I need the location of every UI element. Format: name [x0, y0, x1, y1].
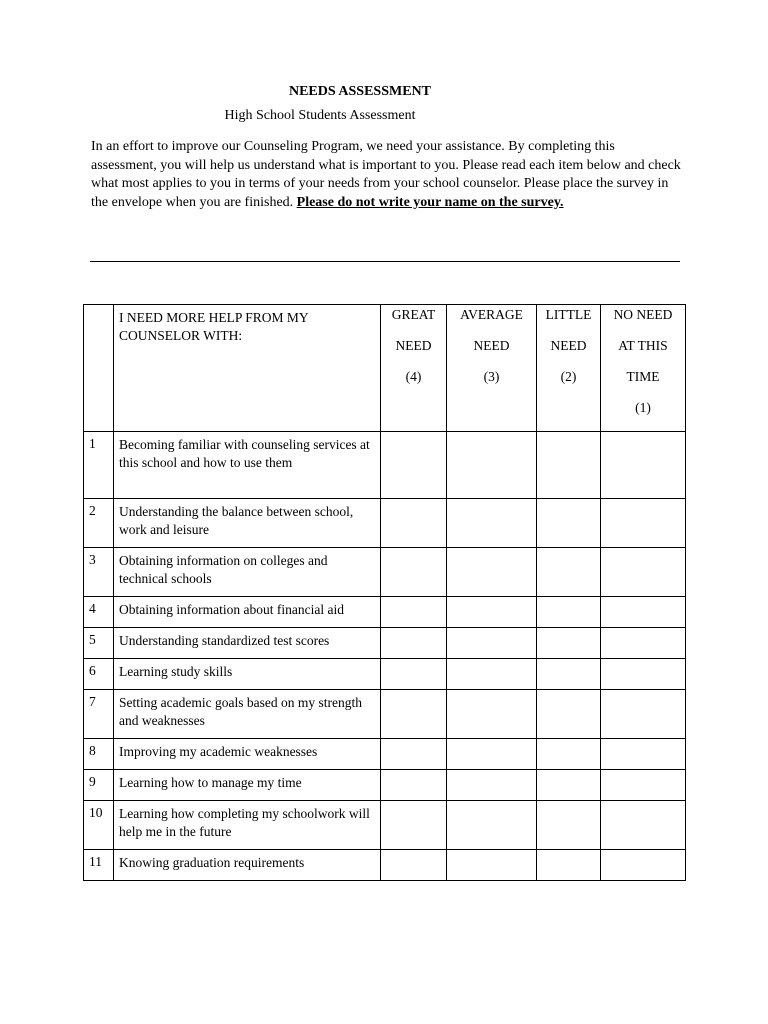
- row-item-text: Setting academic goals based on my strength and weaknesses: [114, 690, 381, 739]
- divider-line: [90, 261, 680, 262]
- column-no-need: [601, 305, 686, 432]
- check-cell-little[interactable]: [537, 739, 601, 770]
- check-cell-average[interactable]: [447, 801, 537, 850]
- row-item-text: Becoming familiar with counseling services at this school and how to use them: [114, 432, 381, 499]
- row-number: 4: [84, 597, 114, 628]
- check-cell-no-need[interactable]: [601, 628, 686, 659]
- table-row: [84, 739, 686, 770]
- check-cell-no-need[interactable]: [601, 432, 686, 499]
- row-number: 9: [84, 770, 114, 801]
- check-cell-little[interactable]: [537, 597, 601, 628]
- column-little-need-word: NEED: [550, 338, 587, 353]
- check-cell-little[interactable]: [537, 850, 601, 881]
- check-cell-no-need[interactable]: [601, 690, 686, 739]
- check-cell-great[interactable]: [381, 739, 447, 770]
- page-title: NEEDS ASSESSMENT: [288, 84, 431, 99]
- header-num-cell: [84, 305, 114, 432]
- check-cell-average[interactable]: [447, 548, 537, 597]
- table-row: [84, 801, 686, 850]
- table-row: [84, 597, 686, 628]
- check-cell-great[interactable]: [381, 548, 447, 597]
- check-cell-great[interactable]: [381, 690, 447, 739]
- check-cell-no-need[interactable]: [601, 801, 686, 850]
- column-average-need-word: NEED: [473, 338, 510, 353]
- check-cell-great[interactable]: [381, 801, 447, 850]
- intro-text: In an effort to improve our Counseling Program, we need your assistance. By completing this assessment, you will help us understand what is important to you. Please read each item below and check what most applies to you in terms of your needs from your school counselor. Please place the survey in the envelope when you are finished.: [91, 139, 681, 210]
- check-cell-no-need[interactable]: [601, 659, 686, 690]
- row-item-text: Learning how completing my schoolwork will help me in the future: [114, 801, 381, 850]
- column-average-label: AVERAGE: [460, 307, 523, 322]
- row-item-text: Improving my academic weaknesses: [114, 739, 381, 770]
- page-subtitle: High School Students Assessment: [224, 108, 416, 123]
- row-item-text: Understanding the balance between school, work and leisure: [114, 499, 381, 548]
- table-row: [84, 432, 686, 499]
- column-no-need-at-this: AT THIS: [618, 338, 668, 353]
- column-average-score: (3): [483, 369, 500, 384]
- row-number: 1: [84, 432, 114, 499]
- check-cell-great[interactable]: [381, 432, 447, 499]
- check-cell-no-need[interactable]: [601, 850, 686, 881]
- column-little-need: [537, 305, 601, 432]
- check-cell-little[interactable]: [537, 770, 601, 801]
- column-average-need: [447, 305, 537, 432]
- check-cell-great[interactable]: [381, 770, 447, 801]
- needs-table: [83, 304, 686, 881]
- check-cell-great[interactable]: [381, 597, 447, 628]
- row-number: 11: [84, 850, 114, 881]
- check-cell-no-need[interactable]: [601, 597, 686, 628]
- table-row: [84, 690, 686, 739]
- row-item-text: Obtaining information about financial aid: [114, 597, 381, 628]
- table-row: [84, 659, 686, 690]
- check-cell-great[interactable]: [381, 850, 447, 881]
- check-cell-little[interactable]: [537, 801, 601, 850]
- row-number: 10: [84, 801, 114, 850]
- check-cell-no-need[interactable]: [601, 548, 686, 597]
- table-row: [84, 850, 686, 881]
- column-great-need-word: NEED: [395, 338, 432, 353]
- row-number: 2: [84, 499, 114, 548]
- check-cell-little[interactable]: [537, 659, 601, 690]
- table-row: [84, 770, 686, 801]
- column-great-label: GREAT: [391, 307, 436, 322]
- row-number: 8: [84, 739, 114, 770]
- column-great-score: (4): [405, 369, 422, 384]
- row-item-text: Learning how to manage my time: [114, 770, 381, 801]
- row-item-text: Understanding standardized test scores: [114, 628, 381, 659]
- column-little-label: LITTLE: [545, 307, 592, 322]
- check-cell-average[interactable]: [447, 690, 537, 739]
- row-number: 7: [84, 690, 114, 739]
- check-cell-little[interactable]: [537, 499, 601, 548]
- check-cell-little[interactable]: [537, 628, 601, 659]
- column-no-need-time: TIME: [626, 369, 660, 384]
- check-cell-no-need[interactable]: [601, 499, 686, 548]
- check-cell-average[interactable]: [447, 597, 537, 628]
- column-no-need-score: (1): [635, 400, 651, 415]
- check-cell-little[interactable]: [537, 548, 601, 597]
- check-cell-great[interactable]: [381, 659, 447, 690]
- intro-paragraph: [91, 138, 681, 212]
- row-item-text: Obtaining information on colleges and technical schools: [114, 548, 381, 597]
- table-row: [84, 628, 686, 659]
- column-little-score: (2): [560, 369, 577, 384]
- check-cell-average[interactable]: [447, 850, 537, 881]
- check-cell-average[interactable]: [447, 628, 537, 659]
- row-number: 3: [84, 548, 114, 597]
- row-item-text: Knowing graduation requirements: [114, 850, 381, 881]
- intro-emphasis: Please do not write your name on the survey.: [296, 194, 564, 210]
- check-cell-great[interactable]: [381, 628, 447, 659]
- header-prompt: I NEED MORE HELP FROM MY COUNSELOR WITH:: [114, 305, 381, 432]
- check-cell-average[interactable]: [447, 659, 537, 690]
- check-cell-little[interactable]: [537, 690, 601, 739]
- check-cell-no-need[interactable]: [601, 770, 686, 801]
- table-row: [84, 548, 686, 597]
- column-no-need-label: NO NEED: [613, 307, 673, 322]
- table-header-row: [84, 305, 686, 432]
- check-cell-average[interactable]: [447, 770, 537, 801]
- row-number: 5: [84, 628, 114, 659]
- check-cell-average[interactable]: [447, 432, 537, 499]
- check-cell-average[interactable]: [447, 499, 537, 548]
- row-number: 6: [84, 659, 114, 690]
- check-cell-average[interactable]: [447, 739, 537, 770]
- check-cell-no-need[interactable]: [601, 739, 686, 770]
- check-cell-little[interactable]: [537, 432, 601, 499]
- table-row: [84, 499, 686, 548]
- column-great-need: [381, 305, 447, 432]
- row-item-text: Learning study skills: [114, 659, 381, 690]
- check-cell-great[interactable]: [381, 499, 447, 548]
